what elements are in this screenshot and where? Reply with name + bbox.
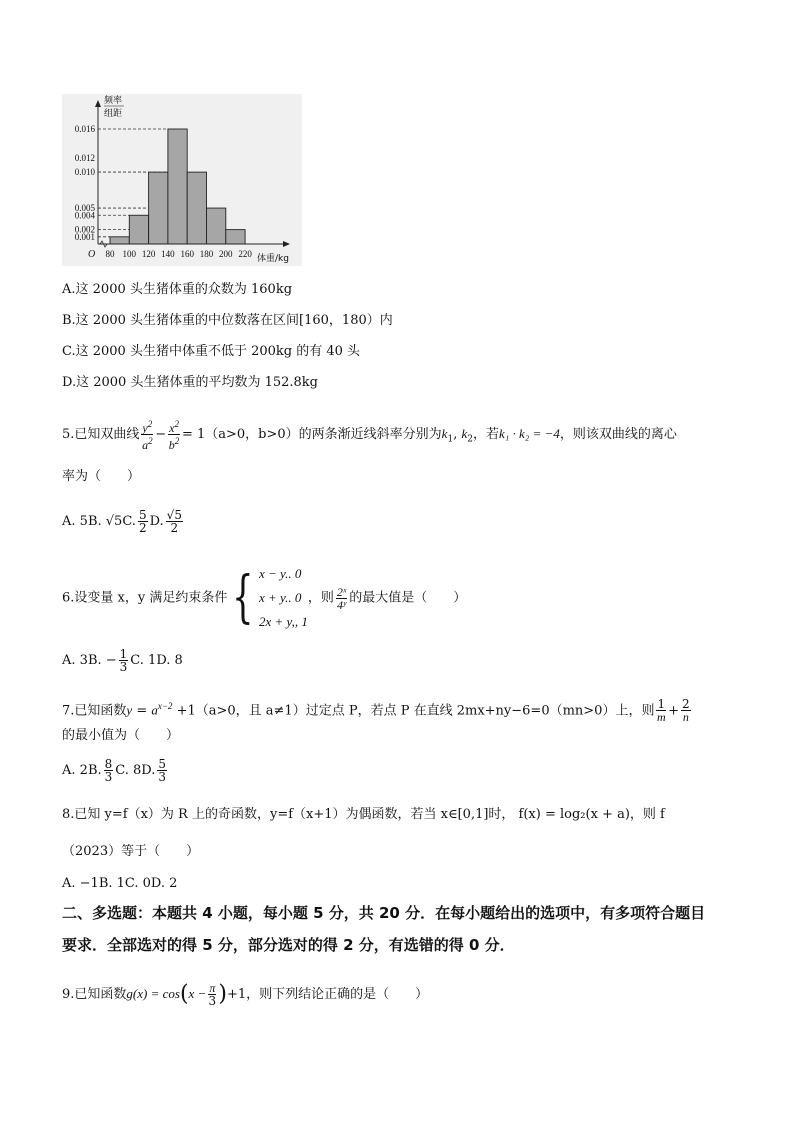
q5-product: k₁ · k₂ = −4 (498, 426, 560, 441)
q6-option-c: C. 1 (130, 653, 157, 668)
q5-option-c: C. (122, 514, 136, 529)
x-tick-label-200: 200 (219, 249, 233, 259)
q6-option-a: A. 3 (62, 653, 88, 668)
bar-100-120 (129, 215, 148, 244)
q5-stem: 5.已知双曲线 $\frac{y^2}{a^2}$ − $\frac{x^2}{b^2}$ = 1（a>0，b>0）的两条渐近线斜率分别为$k_1$, $k_2$，若k₁ · k₂ = −4，则该双曲线的离心 (62, 419, 677, 452)
q7-option-d-frac: $\frac{5}{3}$ (158, 757, 167, 784)
x-tick-label-180: 180 (199, 249, 214, 259)
q5-option-c-frac: $\frac{5}{2}$ (138, 508, 147, 535)
y-tick-label-0: 0.016 (74, 124, 95, 134)
q8-options: A. −1B. 1C. 0D. 2 (62, 876, 178, 891)
q6-mid: ，则 (307, 590, 334, 606)
q5-option-d: D. (149, 514, 164, 529)
q5-mid: ，若 (472, 427, 499, 442)
q7-frac-1m: $\frac{1}{m}$ (656, 697, 666, 725)
bar-180-200 (207, 208, 226, 244)
q5-option-b: B. √5 (87, 514, 123, 529)
q5-frac-y: $\frac{y^2}{a^2}$ (142, 419, 153, 452)
q5-suffix: ，则该双曲线的离心 (559, 427, 677, 442)
bar-120-140 (149, 172, 168, 244)
x-tick-label-100: 100 (122, 249, 137, 259)
q7-option-a: A. 2 (62, 763, 88, 778)
q7-frac-2n: $\frac{2}{n}$ (682, 697, 690, 725)
q9-stem: 9.已知函数g(x) = cos(x − $\frac{\pi}{3}$ )+1，则下列结论正确的是（ ） (62, 981, 429, 1008)
q6-frac: $\frac{\text{2ˣ}}{\text{4ʸ}}$ (336, 584, 347, 612)
q6-option-b-frac: $\frac{1}{3}$ (119, 647, 128, 674)
q6-constraints (259, 562, 308, 634)
q6-options (62, 648, 183, 674)
q4-option-c: C.这 2000 头生猪中体重不低于 200kg 的有 40 头 (62, 344, 361, 359)
histogram (62, 94, 302, 266)
q4-option-b: B.这 2000 头生猪体重的中位数落在区间[160，180）内 (62, 313, 393, 328)
x-tick-label-120: 120 (141, 249, 156, 259)
q9-func: g(x) = cos (126, 986, 180, 1001)
q7-prefix: 7.已知函数 (62, 703, 127, 719)
q7-stem: 7.已知函数$y = a^{x-2} +1(a>0$，且 a≠1）过定点 P，若点 P 在直线 2mx+ny−6=0（mn>0）上，则 $\frac{1}{m}$ + $\frac{2}{n}$ (62, 697, 690, 725)
q6-prefix: 6.设变量 x，y 满足约束条件 (62, 590, 228, 606)
q5-options (62, 508, 185, 536)
x-tick-label-160: 160 (180, 249, 194, 259)
y-tick-label-3: 0.005 (74, 203, 95, 214)
q6-option-d: D. 8 (156, 653, 183, 668)
q9-suffix: ，则下列结论正确的是（ ） (246, 987, 429, 1002)
q6-constraint-2: x + y.. 0 (259, 590, 302, 605)
section2-header-line2: 要求．全部选对的得 5 分，部分选对的得 2 分，有选错的得 0 分． (62, 936, 515, 954)
q5-prefix: 5.已知双曲线 (62, 427, 140, 442)
q9-pi-frac: $\frac{\pi}{3}$ (208, 981, 217, 1008)
q5-line2: 率为（ ） (62, 469, 141, 484)
q7-option-c: C. 8 (115, 763, 142, 778)
q4-option-d: D.这 2000 头生猪体重的平均数为 152.8kg (62, 375, 318, 390)
bar-200-220 (226, 230, 245, 244)
y-tick-label-4: 0.004 (74, 210, 95, 221)
x-tick-label-220: 220 (238, 249, 252, 259)
origin-label: O (88, 249, 96, 260)
y-tick-label-2: 0.010 (74, 167, 95, 178)
q6-suffix: 的最大值是（ ） (349, 590, 467, 606)
bar-80-100 (110, 237, 129, 244)
y-tick-label-1: 0.012 (74, 152, 95, 163)
y-label-top: 频率 (104, 96, 123, 106)
x-axis-label: 体重/kg (257, 254, 289, 264)
q5-frac-x: $\frac{x^2}{b^2}$ (168, 419, 180, 452)
x-tick-label-140: 140 (161, 249, 175, 259)
q6-option-b: B. − (87, 653, 117, 668)
q6-constraint-3: 2x + y,, 1 (259, 614, 308, 629)
q6-stem (62, 562, 466, 634)
y-tick-label-6: 0.001 (74, 231, 95, 242)
q9-plus: +1 (226, 987, 247, 1002)
section2-header-line1: 二、多选题：本题共 4 小题，每小题 5 分，共 20 分．在每小题给出的选项中，有多项符合题目 (62, 904, 706, 922)
bar-140-160 (168, 129, 187, 244)
q8-line1: 8.已知 y=f（x）为 R 上的奇函数，y=f（x+1）为偶函数，若当 x∈[0,1]时， f(x) = log₂(x + a)，则 f (62, 807, 665, 822)
x-tick-label-80: 80 (105, 249, 115, 259)
q5-option-a: A. 5 (62, 514, 88, 529)
q7-option-b: B. (87, 763, 102, 778)
q6-constraint-1: x − y.. 0 (259, 566, 302, 581)
q8-line2: （2023）等于（ ） (62, 844, 200, 859)
q4-option-a: A.这 2000 头生猪体重的众数为 160kg (62, 282, 293, 297)
q6-brace: { (232, 565, 254, 630)
q7-option-b-frac: $\frac{8}{3}$ (104, 757, 113, 784)
q9-inner: x − (188, 986, 207, 1001)
q7-line2: 的最小值为（ ） (62, 728, 180, 743)
q7-option-d: D. (141, 763, 156, 778)
q7-options (62, 757, 169, 785)
q7-cond: （a>0，且 a≠1）过定点 P，若点 P 在直线 2mx+ny−6=0（mn>0）上，则 (195, 703, 655, 719)
y-label-bottom: 组距 (104, 109, 123, 119)
q5-option-d-frac: $\frac{√5}{2}$ (166, 508, 182, 535)
bar-160-180 (187, 172, 206, 244)
q9-prefix: 9.已知函数 (62, 987, 127, 1002)
y-tick-label-5: 0.002 (74, 224, 95, 235)
q5-cond: （a>0，b>0）的两条渐近线斜率分别为 (205, 427, 442, 442)
